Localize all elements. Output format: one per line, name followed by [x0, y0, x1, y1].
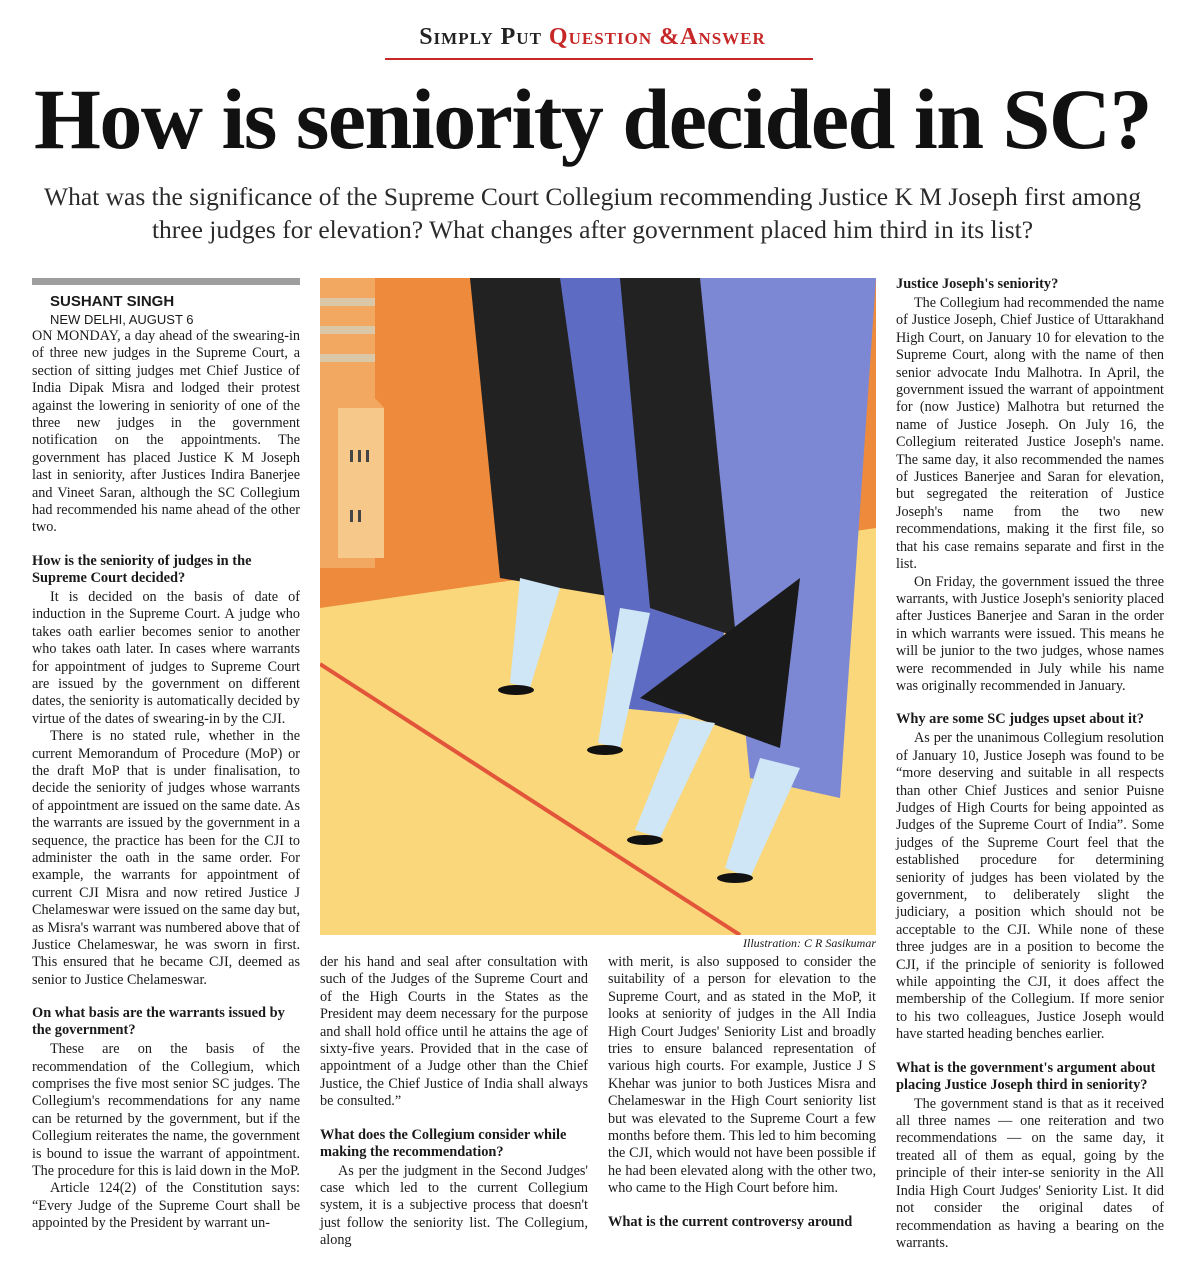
question-heading: What is the government's argument about placing Justice Joseph third in seniority? — [896, 1059, 1156, 1093]
answer-paragraph: The Collegium had recommended the name of Justice Joseph, Chief Justice of Uttarakhand High Court, on January 10 for elevation to the Supreme Court, along with the name of then senior advocate Indu Malhotra. In April, the government issued the warrant of appointment for (now Justice) Malhotra but returned the name of Justice Joseph. On July 16, the Collegium reiterated Justice Joseph's name. The same day, it also recommended the names of Justices Banerjee and Saran for elevation, but segregated the reiteration of Justice Joseph's name from the two new recommendations, making it the first file, so that his case remains separate and first in the list. — [896, 295, 1164, 573]
headline: How is seniority decided in SC? — [34, 71, 1151, 167]
kicker-question-answer: Question &Answer — [548, 24, 766, 50]
article-column-4 — [896, 276, 1164, 1252]
answer-paragraph: As per the judgment in the Second Judges' case which led to the current Collegium system, it is a subjective process that doesn't just follow the seniority list. The Collegium, along — [320, 1162, 588, 1249]
question-heading: How is the seniority of judges in the Supreme Court decided? — [32, 552, 252, 586]
question-heading: Why are some SC judges upset about it? — [896, 711, 1144, 728]
article-column-3 — [608, 954, 876, 1233]
illustration — [320, 278, 876, 935]
answer-paragraph: with merit, is also supposed to consider the suitability of a person for elevation to the Supreme Court, and as stated in the MoP, it looks at seniority of judges in the All India High Court Judges' Seniority List and broadly tries to ensure balanced representation of various high courts. For example, Justice J S Khehar was junior to both Justices Misra and Chelameswar in the High Court seniority list but was elevated to the Supreme Court a few months before them. This led to him becoming the CJI, which would not have been possible if he had been elevated along with the other two, who came to the High Court before him. — [608, 954, 876, 1197]
byline-rule — [32, 278, 300, 285]
question-heading: Justice Joseph's seniority? — [896, 276, 1059, 292]
answer-paragraph: On Friday, the government issued the three warrants, with Justice Joseph's seniority placed after Justices Banerjee and Saran in the order in which warrants were issued. This means he will be junior to the two judges, whose names were recommended in July while his name was originally recommended in January. — [896, 573, 1164, 694]
answer-paragraph: There is no stated rule, whether in the current Memorandum of Procedure (MoP) or the draft MoP that is under finalisation, to decide the seniority of judges whose warrants of appointment are issued on the same date. As the warrants are issued by the government in a sequence, the practice has been for the CJI to administer the oath in the same order. For example, the warrants for appointment of current CJI Misra and now retired Justice J Chelameswar were issued on the same day but, as Misra's warrant was numbered above that of Justice Chelameswar, he was sworn in first. This ensured that he became CJI, deemed as senior to Justice Chelameswar. — [32, 728, 300, 988]
question-heading: On what basis are the warrants issued by the government? — [32, 1005, 285, 1039]
kicker-simply-put: Simply Put — [419, 24, 542, 50]
answer-paragraph: These are on the basis of the recommendation of the Collegium, which comprises the five most senior SC judges. The Collegium's recommendations for any name can be returned by the government, but if the Collegium reiterates the name, the government is bound to issue the warrant of appointment. The procedure for this is laid down in the MoP. — [32, 1041, 300, 1180]
illustration-credit: Illustration: C R Sasikumar — [742, 936, 876, 950]
byline-dateline: NEW DELHI, AUGUST 6 — [50, 312, 194, 327]
judges-walking-illustration — [320, 278, 876, 935]
byline-author: SUSHANT SINGH — [50, 293, 175, 310]
kicker-underline — [385, 58, 813, 60]
section-kicker — [0, 24, 1185, 51]
article-column-2 — [320, 954, 588, 1250]
answer-paragraph: der his hand and seal after consultation with such of the Judges of the Supreme Court and of the High Courts in the States as the President may deem necessary for the purpose and shall hold office until he attains the age of sixty-five years. Provided that in the case of appointment of a Judge other than the Chief Justice, the Chief Justice of India shall always be consulted.” — [320, 954, 588, 1110]
answer-paragraph: The government stand is that as it received all three names — one reiteration and two recommendations — on the same day, it treated all of them as equal, going by the principle of their inter-se seniority in the All India High Court Judges' Seniority List. It did not consider the original dates of recommendation as having a bearing on the warrants. — [896, 1095, 1164, 1251]
answer-paragraph: As per the unanimous Collegium resolution of January 10, Justice Joseph was found to be “more deserving and suitable in all respects than other Chief Justices and senior Puisne Judges of High Courts for being appointed as Judges of the Supreme Court of India”. Some judges of the Supreme Court feel that the established procedure for determining seniority of judges has been violated by the government, to deliberately slight the judiciary, a position which should not be acceptable to the CJI. While none of these three judges are in a position to become the CJI, if the principle of seniority is followed while appointing the CJI, it does affect the membership of the Collegium. If more senior to his two colleagues, Justice Joseph would have started heading benches earlier. — [896, 730, 1164, 1043]
answer-paragraph: Article 124(2) of the Constitution says: “Every Judge of the Supreme Court shall be appointed by the President by warrant un- — [32, 1180, 300, 1232]
answer-paragraph: It is decided on the basis of date of induction in the Supreme Court. A judge who takes oath earlier becomes senior to another who takes oath later. In cases where warrants for appointment of judges to Supreme Court are issued by the government on different dates, the seniority is automatically decided by virtue of the dates of swearing-in by the CJI. — [32, 588, 300, 727]
question-heading: What does the Collegium consider while making the recommendation? — [320, 1126, 567, 1160]
deck-subheadline: What was the significance of the Supreme Court Collegium recommending Justice K M Joseph first among three judges for elevation? What changes after government placed him third in its list? — [44, 182, 1141, 244]
question-heading: What is the current controversy around — [608, 1213, 853, 1230]
intro-paragraph: ON MONDAY, a day ahead of the swearing-in of three new judges in the Supreme Court, a section of sitting judges met Chief Justice of India Dipak Misra and lodged their protest against the lowering in seniority of one of the three new judges in the government notification on the appointments. The government has placed Justice K M Joseph last in seniority, after Justices Indira Banerjee and Vineet Saran, although the SC Collegium had recommended his name ahead of the other two. — [32, 328, 300, 536]
article-column-1 — [32, 292, 300, 1233]
